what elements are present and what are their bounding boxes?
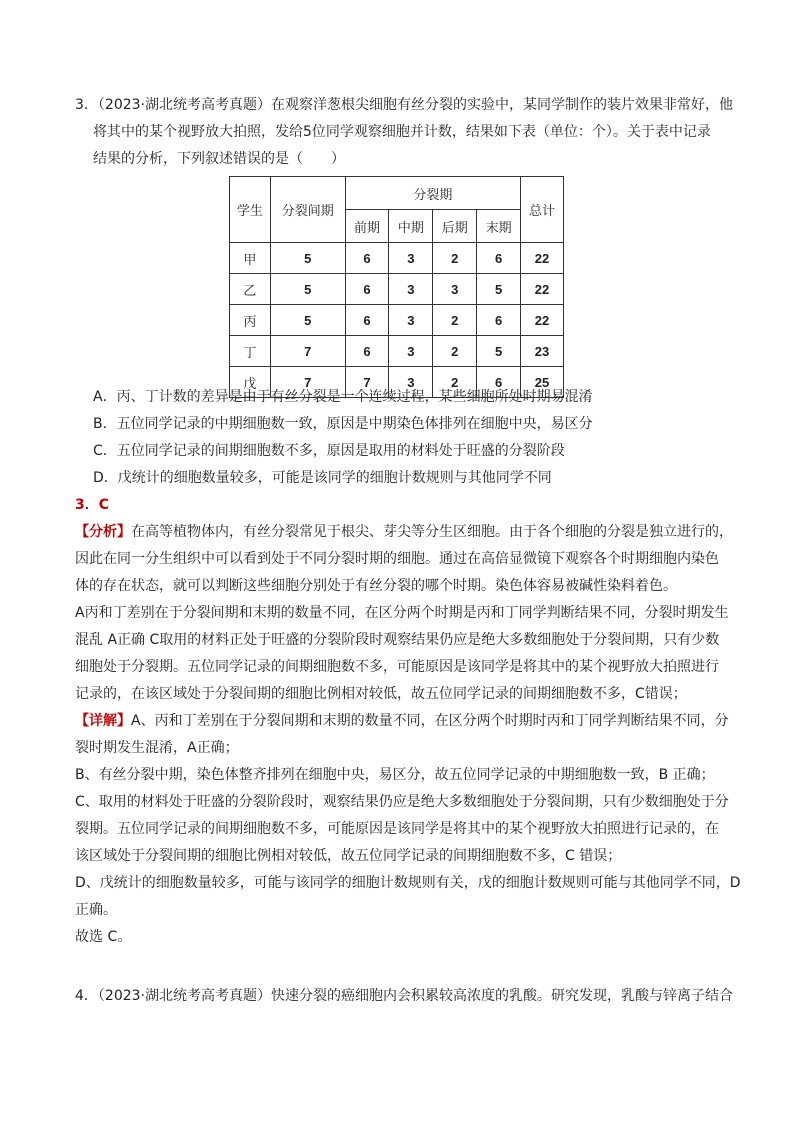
analysis-text: 在高等植物体内，有丝分裂常见于根尖、芽尖等分生区细胞。由于各个细胞的分裂是独立进行的， — [131, 524, 733, 540]
header-metaphase: 中期 — [389, 210, 433, 243]
cell-prophase: 6 — [345, 336, 389, 367]
explanation-text: A、丙和丁差别在于分裂间期和末期的数量不同，在区分两个时期时丙和丁同学判断结果不同，分 — [131, 713, 729, 729]
cell-telophase: 6 — [477, 367, 521, 398]
option-c: C．五位同学记录的间期细胞数不多，原因是取用的材料处于旺盛的分裂阶段 — [93, 443, 565, 459]
cell-anaphase: 3 — [433, 274, 477, 305]
cell-prophase: 6 — [345, 274, 389, 305]
explanation-tag: 【详解】 — [75, 713, 131, 729]
explanation-line-7: D、戊统计的细胞数量较多，可能与该同学的细胞计数规则有关，戊的细胞计数规则可能与其他同学不同，D — [75, 875, 741, 891]
cell-count-table — [229, 176, 564, 398]
question-3-stem-line-3: 结果的分析，下列叙述错误的是（ ） — [93, 151, 345, 167]
explanation-line-4: C、取用的材料处于旺盛的分裂阶段时，观察结果仍应是绝大多数细胞处于分裂间期，只有少数细胞处于分 — [75, 794, 729, 810]
row-student: 乙 — [230, 274, 271, 305]
cell-metaphase: 3 — [389, 305, 433, 336]
cell-telophase: 6 — [477, 305, 521, 336]
cell-metaphase: 3 — [389, 243, 433, 274]
cell-metaphase: 3 — [389, 367, 433, 398]
explanation-line-8: 正确。 — [75, 902, 117, 918]
table-row — [230, 274, 564, 305]
cell-anaphase: 2 — [433, 243, 477, 274]
question-3-stem-line-1: 3．（2023·湖北统考高考真题）在观察洋葱根尖细胞有丝分裂的实验中，某同学制作的装片效果非常好，他 — [75, 97, 733, 113]
row-student: 甲 — [230, 243, 271, 274]
header-interphase: 分裂间期 — [270, 177, 345, 243]
header-total: 总计 — [521, 177, 564, 243]
analysis-line-4: A丙和丁差别在于分裂间期和末期的数量不同，在区分两个时期是丙和丁同学判断结果不同，分裂时期发生 — [75, 605, 729, 621]
cell-interphase: 5 — [270, 243, 345, 274]
question-3-stem-line-2: 将其中的某个视野放大拍照，发给5位同学观察细胞并计数，结果如下表（单位：个）。关于表中记录 — [93, 124, 711, 140]
row-student: 丙 — [230, 305, 271, 336]
cell-anaphase: 2 — [433, 305, 477, 336]
cell-metaphase: 3 — [389, 336, 433, 367]
header-anaphase: 后期 — [433, 210, 477, 243]
cell-anaphase: 2 — [433, 367, 477, 398]
table-row — [230, 305, 564, 336]
option-d: D．戊统计的细胞数量较多，可能是该同学的细胞计数规则与其他同学不同 — [93, 470, 552, 486]
header-student: 学生 — [230, 177, 271, 243]
analysis-tag: 【分析】 — [75, 524, 131, 540]
row-student: 戊 — [230, 367, 271, 398]
table-row — [230, 336, 564, 367]
explanation-line-5: 裂期。五位同学记录的间期细胞数不多，可能原因是该同学是将其中的某个视野放大拍照进行记录的，在 — [75, 821, 719, 837]
cell-prophase: 7 — [345, 367, 389, 398]
cell-prophase: 6 — [345, 243, 389, 274]
analysis-line-6: 细胞处于分裂期。五位同学记录的间期细胞数不多，可能原因是该同学是将其中的某个视野放大拍照进行 — [75, 659, 719, 675]
analysis-line-5: 混乱 A正确 C取用的材料正处于旺盛的分裂阶段时观察结果仍应是绝大多数细胞处于分裂间期，只有少数 — [75, 632, 720, 648]
answer-line: 3．C — [75, 497, 110, 513]
cell-total: 22 — [521, 305, 564, 336]
analysis-line-3: 体的存在状态，就可以判断这些细胞分别处于有丝分裂的哪个时期。染色体容易被碱性染料着色。 — [75, 578, 677, 594]
option-b: B．五位同学记录的中期细胞数一致，原因是中期染色体排列在细胞中央，易区分 — [93, 416, 593, 432]
analysis-line-2: 因此在同一分生组织中可以看到处于不同分裂时期的细胞。通过在高倍显微镜下观察各个时期细胞内染色 — [75, 551, 719, 567]
explanation-line-1 — [75, 712, 729, 730]
cell-telophase: 5 — [477, 274, 521, 305]
cell-anaphase: 2 — [433, 336, 477, 367]
header-prophase: 前期 — [345, 210, 389, 243]
cell-prophase: 6 — [345, 305, 389, 336]
option-a: A．丙、丁计数的差异是由于有丝分裂是一个连续过程，某些细胞所处时期易混淆 — [93, 389, 593, 405]
cell-telophase: 5 — [477, 336, 521, 367]
cell-interphase: 5 — [270, 305, 345, 336]
explanation-conclusion: 故选 C。 — [75, 929, 132, 945]
cell-total: 22 — [521, 274, 564, 305]
cell-total: 23 — [521, 336, 564, 367]
analysis-line-7: 记录的，在该区域处于分裂间期的细胞比例相对较低，故五位同学记录的间期细胞数不多，C错误； — [75, 686, 687, 702]
cell-interphase: 7 — [270, 336, 345, 367]
question-4-stem: 4．（2023·湖北统考高考真题）快速分裂的癌细胞内会积累较高浓度的乳酸。研究发现，乳酸与锌离子结合 — [75, 988, 733, 1004]
cell-total: 22 — [521, 243, 564, 274]
cell-total: 25 — [521, 367, 564, 398]
row-student: 丁 — [230, 336, 271, 367]
analysis-line-1 — [75, 523, 733, 541]
cell-telophase: 6 — [477, 243, 521, 274]
cell-interphase: 5 — [270, 274, 345, 305]
explanation-line-6: 该区域处于分裂间期的细胞比例相对较低，故五位同学记录的间期细胞数不多，C 错误； — [75, 848, 622, 864]
header-telophase: 末期 — [477, 210, 521, 243]
cell-metaphase: 3 — [389, 274, 433, 305]
explanation-line-3: B、有丝分裂中期，染色体整齐排列在细胞中央，易区分，故五位同学记录的中期细胞数一致，B 正确； — [75, 767, 715, 783]
table-row — [230, 243, 564, 274]
cell-interphase: 7 — [270, 367, 345, 398]
explanation-line-2: 裂时期发生混淆，A正确； — [75, 740, 239, 756]
header-division-phase: 分裂期 — [345, 177, 520, 210]
